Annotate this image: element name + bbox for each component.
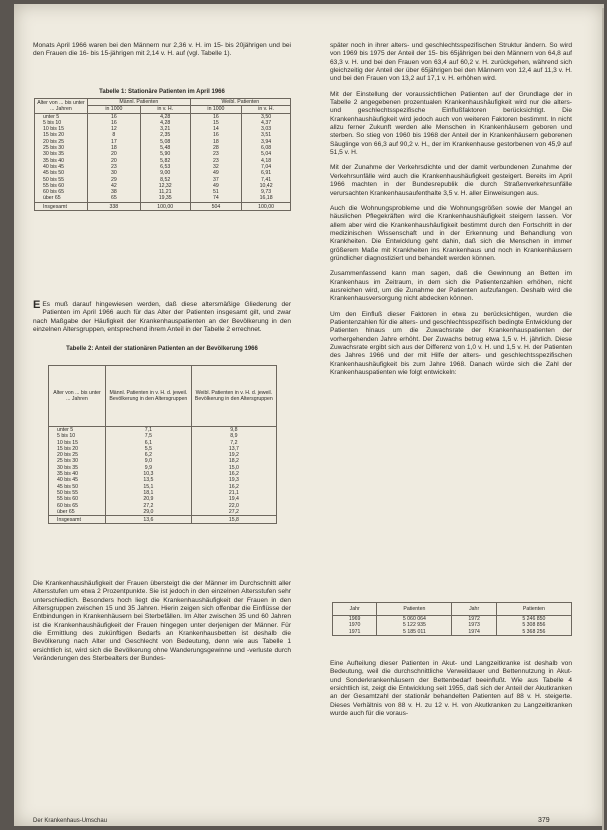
- right-bottom-paragraph: [330, 660, 572, 718]
- table3: [332, 602, 572, 636]
- page-binding-edge: [602, 8, 604, 830]
- row-label: 30 bis 35: [35, 151, 88, 157]
- table-cell: 27,2: [191, 509, 276, 516]
- table1-header-male: Männl. Patienten: [88, 99, 191, 106]
- right-paragraph-4: Auch die Wohnungsprobleme und die Wohnungsgrößen sowie der Mangel an häuslichen Pflegekräften wird die Krankenhaushäufigkeit steigern lassen. Vor allem aber wird die Krankenhaushäufigkeit bestimmt durch den Fortschritt in der medizinischen Wissenschaft und in der Erkennung und Behandlung von Krankheiten. Die Entwicklung geht dahin, daß sich die Menschen in immer größerem Maße mit Krankheiten ins Krankenhaus und noch in Krankenhäusern gründlicher diagnostiziert und behandelt werden können.: [330, 204, 572, 262]
- table-cell: 4,28: [140, 113, 190, 120]
- table-cell: 9,73: [242, 189, 291, 195]
- table-cell: 5,82: [140, 158, 190, 164]
- table-cell: 16: [88, 120, 141, 126]
- table-cell: 16,2: [191, 484, 276, 490]
- table-cell: 49: [190, 170, 241, 176]
- row-label: 15 bis 20: [35, 132, 88, 138]
- table-cell: 3,94: [242, 139, 291, 145]
- total-cell: 504: [190, 202, 241, 210]
- table1-header-w-pct: in v. H.: [242, 106, 291, 113]
- table-cell: 49: [190, 183, 241, 189]
- table-cell: 8: [88, 132, 141, 138]
- table-cell: 23: [88, 164, 141, 170]
- table2-caption: Tabelle 2: Anteil der stationären Patienten an der Bevölkerung 1966: [66, 346, 258, 352]
- page-number: 379: [538, 817, 550, 824]
- paragraph-text: Es muß darauf hingewiesen werden, daß diese altersmäßige Gliederung der Patienten im April 1966 auch für das Alter der Patienten insgesamt gilt, und zwar nach Maßgabe der Häufigkeit der Krankenhauspatienten an der Bevölkerung in den einzelnen Altersgruppen, entsprechend ihrem Anteil in der Tabelle 2 errechnet.: [33, 301, 291, 334]
- table-cell: 30: [88, 170, 141, 176]
- table-cell: 29: [88, 177, 141, 183]
- table1-header-w-1000: in 1000: [190, 106, 241, 113]
- row-label: 45 bis 50: [35, 170, 88, 176]
- table1-header-age: Alter von ... bis unter ... Jahren: [35, 99, 88, 114]
- row-label: 30 bis 35: [49, 465, 106, 471]
- table-cell: 6,53: [140, 164, 190, 170]
- table-cell: 5,48: [140, 145, 190, 151]
- right-paragraph-7: Eine Aufteilung dieser Patienten in Akut- und Langzeitkranke ist deshalb von Bedeutung, weil die durchschnittliche Verweildauer und Bettennutzung in Akut- und Sonderkrankenhäusern der Bettenbedarf beeinflußt. Wie aus Tabelle 4 ersichtlich ist, zeigt die Entwicklung seit 1955, daß sich der Anteil der Akutkranken an der Gesamtzahl der stationär behandelten Patienten auf 88 v. H. steigerte. Dieses Verhältnis von 88 v. H. zu 12 v. H. von Akutkranken zu Langzeitkranken wurde auch für die voraus-: [330, 660, 572, 718]
- total-label: Insgesamt: [35, 202, 88, 210]
- table-row: [35, 113, 291, 120]
- table-cell: 7,2: [191, 440, 276, 446]
- right-column: [330, 42, 572, 377]
- table-cell: 7,04: [242, 164, 291, 170]
- total-cell: 15,8: [191, 516, 276, 524]
- left-top-paragraph: [33, 42, 291, 59]
- table-cell: 51: [190, 189, 241, 195]
- table-cell: 5 122 935: [377, 622, 452, 628]
- table-cell: 15,0: [191, 465, 276, 471]
- table-cell: 5 308 856: [496, 622, 571, 628]
- table3-header-year: Jahr: [333, 603, 377, 616]
- row-label: 60 bis 65: [49, 503, 106, 509]
- row-label: 1969: [333, 616, 377, 623]
- row-label: 50 bis 55: [35, 177, 88, 183]
- table2-header-male: Männl. Patienten in v. H. d. jeweil. Bevölkerung in den Altersgruppen: [106, 366, 192, 427]
- table-cell: 7,41: [242, 177, 291, 183]
- right-paragraph-3: Mit der Zunahme der Verkehrsdichte und der damit verbundenen Zunahme der Verkehrsunfälle wird auch die Krankenhaushäufigkeit gesteigert. Bereits im April 1966 machten in der Bundesrepublik die durch Straßenverkehrsunfälle verursachten Krankenhausaufenthalte 3,5 v. H. aller Einweisungen aus.: [330, 164, 572, 197]
- table-cell: 13,7: [191, 446, 276, 452]
- row-label: 10 bis 15: [35, 126, 88, 132]
- table-cell: 17: [88, 139, 141, 145]
- table1-caption: Tabelle 1: Stationäre Patienten im April 1966: [99, 89, 225, 95]
- table-cell: 5 185 011: [377, 629, 452, 636]
- table-cell: 27,2: [106, 503, 192, 509]
- table-cell: 16: [190, 132, 241, 138]
- table-cell: 9,9: [106, 465, 192, 471]
- table-cell: 9,0: [106, 458, 192, 464]
- table-cell: 9,00: [140, 170, 190, 176]
- total-label: Insgesamt: [49, 516, 106, 524]
- row-label: 5 bis 10: [49, 433, 106, 439]
- table-row: [333, 629, 572, 636]
- table-cell: 21,1: [191, 490, 276, 496]
- table-cell: 32: [190, 164, 241, 170]
- row-label: 1971: [333, 629, 377, 636]
- table-row: [333, 616, 572, 623]
- table-cell: 23: [190, 151, 241, 157]
- table-total-row: [35, 202, 291, 210]
- right-paragraph-1: später noch in ihrer alters- und geschlechtsspezifischen Struktur ändern. So wird von 1969 bis 1975 der Anteil der 15- bis 65jährigen bei den Männern von 64,8 auf 63,3 v. H. und bei den Frauen von 63,4 auf 60,2 v. H. zurückgehen, während sich gleichzeitig der Anteil der über 65jährigen bei den Männern von 12,4 auf 11,3 v. H. und bei den Frauen von 13,2 auf 17,1 v. H. erhöhen wird.: [330, 42, 572, 83]
- table-cell: 5 368 256: [496, 629, 571, 636]
- footer-journal: Der Krankenhaus-Umschau: [33, 818, 108, 824]
- table-cell: 15,1: [106, 484, 192, 490]
- table3-header-patients-2: Patienten: [496, 603, 571, 616]
- table-cell: 5 060 064: [377, 616, 452, 623]
- table-cell: 74: [190, 195, 241, 202]
- row-label: 45 bis 50: [49, 484, 106, 490]
- left-bottom-paragraph: [33, 580, 291, 663]
- table-cell: 4,37: [242, 120, 291, 126]
- drop-cap: E: [33, 299, 41, 311]
- table-cell: 13,5: [106, 477, 192, 483]
- table-cell: 5,5: [106, 446, 192, 452]
- table-cell: 7,5: [106, 433, 192, 439]
- table2-header-female: Weibl. Patienten in v. H. d. jeweil. Bevölkerung in den Altersgruppen: [191, 366, 276, 427]
- table2-header-age: Alter von ... bis unter ... Jahren: [49, 366, 106, 427]
- total-cell: 100,00: [242, 202, 291, 210]
- table-cell: 12: [88, 126, 141, 132]
- table-cell: 11,21: [140, 189, 190, 195]
- table-cell: 65: [88, 195, 141, 202]
- row-label: 20 bis 25: [49, 452, 106, 458]
- table-cell: 38: [88, 189, 141, 195]
- table-cell: 18: [88, 145, 141, 151]
- table1-header-female: Weibl. Patienten: [190, 99, 290, 106]
- row-label: 55 bis 60: [35, 183, 88, 189]
- paragraph-text: Die Krankenhaushäufigkeit der Frauen übersteigt die der Männer im Durchschnitt aller Altersstufen um etwa 2 Prozentpunkte. Sie ist jedoch in den einzelnen Altersstufen sehr unterschiedlich. Besonders hoch liegt die Krankenhaushäufigkeit der Frauen in den Altersgruppen zwischen 15 und 35 Jahren. Hierin zeigen sich offenbar die Einflüsse der Entbindungen in Krankenhäusern bei Sterbefällen. Im Alter zwischen 35 und 60 Jahren ist die Krankenhaushäufigkeit der Frauen hingegen unter derjenigen der Männer. Für die Ermittlung des zukünftigen Bedarfs an Krankenhausbetten ist deshalb die Bevölkerung nach Alter und Geschlecht von Bedeutung, denn wie aus Tabelle 1 ersichtlich ist, wird sich die Bevölkerung ohne Wanderungsgewinne und -verluste durch Veränderungen des Sterbealters der Bundes-: [33, 580, 291, 663]
- table-cell: 29,0: [106, 509, 192, 516]
- table-cell: 28: [190, 145, 241, 151]
- table-cell: 23: [190, 158, 241, 164]
- table-cell: 2,35: [140, 132, 190, 138]
- row-label: 1970: [333, 622, 377, 628]
- table-cell: 8,9: [191, 433, 276, 439]
- table-cell: 3,21: [140, 126, 190, 132]
- table-cell: 19,4: [191, 496, 276, 502]
- row-label: 15 bis 20: [49, 446, 106, 452]
- table-cell: 5 246 850: [496, 616, 571, 623]
- row-label: 35 bis 40: [49, 471, 106, 477]
- table-cell: 6,1: [106, 440, 192, 446]
- table-cell: 1973: [452, 622, 496, 628]
- table-cell: 20,9: [106, 496, 192, 502]
- table-cell: 1972: [452, 616, 496, 623]
- table-cell: 19,2: [191, 452, 276, 458]
- table-cell: 14: [190, 126, 241, 132]
- table-cell: 18,1: [106, 490, 192, 496]
- table1-header-m-pct: in v. H.: [140, 106, 190, 113]
- row-label: 25 bis 30: [35, 145, 88, 151]
- table1: [34, 98, 291, 211]
- row-label: 5 bis 10: [35, 120, 88, 126]
- row-label: unter 5: [35, 113, 88, 120]
- table-cell: 4,28: [140, 120, 190, 126]
- row-label: 40 bis 45: [35, 164, 88, 170]
- table-cell: 42: [88, 183, 141, 189]
- row-label: 20 bis 25: [35, 139, 88, 145]
- table-cell: 3,51: [242, 132, 291, 138]
- row-label: 35 bis 40: [35, 158, 88, 164]
- total-cell: 100,00: [140, 202, 190, 210]
- right-paragraph-5: Zusammenfassend kann man sagen, daß die Gewinnung an Betten im Krankenhaus im Zeitraum, in dem sich die Patientenzahlen erhöhen, nicht ausreichen wird, um die Zunahme der Patienten aufzufangen. Deshalb wird die Krankenhausversorgung nicht abdecken können.: [330, 270, 572, 303]
- table-cell: 8,52: [140, 177, 190, 183]
- paragraph-text: Monats April 1966 waren bei den Männern nur 2,36 v. H. im 15- bis 20jährigen und bei den Frauen die 16- bis 15-jährigen mit 2,14 v. H. auf (vgl. Tabelle 1).: [33, 42, 291, 58]
- right-paragraph-6: Um den Einfluß dieser Faktoren in etwa zu berücksichtigen, wurden die Patientenzahlen für die alters- und geschlechtsspezifisch bedingte Entwicklung der Patienten hinaus um die Zuwachsrate der Krankenhauspatienten der vorhergehenden Jahre erhöht. Der Zuwachs betrug etwa 1,5 v. H. jährlich. Diese Zuwachsrate ergibt sich aus der Differenz von 1,0 v. H. und 1,5 v. H. der Patienten des Jahres 1966 und der mit Hilfe der alters- und geschlechtsspezifischen Krankenhaushäufigkeit bis zum Jahre 1968. Danach würde sich die Zahl der Krankenhauspatienten wie folgt entwickeln:: [330, 310, 572, 377]
- total-cell: 338: [88, 202, 141, 210]
- total-cell: 13,6: [106, 516, 192, 524]
- row-label: über 65: [35, 195, 88, 202]
- table-cell: 16,2: [191, 471, 276, 477]
- row-label: 55 bis 60: [49, 496, 106, 502]
- table-cell: 18,2: [191, 458, 276, 464]
- left-mid-paragraph: [33, 301, 291, 334]
- table-cell: 9,8: [191, 427, 276, 434]
- table-cell: 22,0: [191, 503, 276, 509]
- table3-header-patients: Patienten: [377, 603, 452, 616]
- table-cell: 37: [190, 177, 241, 183]
- row-label: 10 bis 15: [49, 440, 106, 446]
- table-cell: 4,18: [242, 158, 291, 164]
- table-cell: 5,90: [140, 151, 190, 157]
- table-cell: 16,18: [242, 195, 291, 202]
- table-cell: 6,91: [242, 170, 291, 176]
- table-cell: 20: [88, 151, 141, 157]
- table-cell: 12,32: [140, 183, 190, 189]
- row-label: 50 bis 55: [49, 490, 106, 496]
- table-cell: 20: [88, 158, 141, 164]
- table-cell: 10,3: [106, 471, 192, 477]
- row-label: 25 bis 30: [49, 458, 106, 464]
- table-cell: 19,3: [191, 477, 276, 483]
- table-cell: 6,08: [242, 145, 291, 151]
- table3-header-year-2: Jahr: [452, 603, 496, 616]
- table-cell: 5,04: [242, 151, 291, 157]
- row-label: 60 bis 65: [35, 189, 88, 195]
- table-cell: 10,42: [242, 183, 291, 189]
- table-cell: 6,2: [106, 452, 192, 458]
- right-paragraph-2: Mit der Einstellung der voraussichtlichen Patienten auf der Grundlage der in Tabelle 2 angegebenen prozentualen Krankenhaushäufigkeit wird nur die alters- und geschlechtsspezifische Einflußfaktoren berücksichtigt. Die Krankenhaushäufigkeit wird jedoch auch von weiteren Faktoren bestimmt. In nicht allzu ferner Zukunft werden alle Menschen in Krankenhäusern geboren und sterben. So stieg von 1960 bis 1968 der Anteil der in Krankenhäusern geborenen Säuglinge von 66,3 auf 90,2 v. H., der im Krankenhause gestorbenen von 45,9 auf 51,5 v. H.: [330, 90, 572, 157]
- row-label: unter 5: [49, 427, 106, 434]
- row-label: 40 bis 45: [49, 477, 106, 483]
- table2: [48, 365, 277, 524]
- table-total-row: [49, 516, 277, 524]
- table-cell: 3,03: [242, 126, 291, 132]
- table-cell: 18: [190, 139, 241, 145]
- table-cell: 3,50: [242, 113, 291, 120]
- table-row: [49, 427, 277, 434]
- table-row: [49, 509, 277, 516]
- table-cell: 16: [88, 113, 141, 120]
- table-cell: 16: [190, 113, 241, 120]
- table-row: [35, 195, 291, 202]
- table-cell: 1974: [452, 629, 496, 636]
- table-cell: 19,35: [140, 195, 190, 202]
- table-cell: 5,08: [140, 139, 190, 145]
- table-cell: 7,1: [106, 427, 192, 434]
- table1-header-m-1000: in 1000: [88, 106, 141, 113]
- table-cell: 15: [190, 120, 241, 126]
- row-label: über 65: [49, 509, 106, 516]
